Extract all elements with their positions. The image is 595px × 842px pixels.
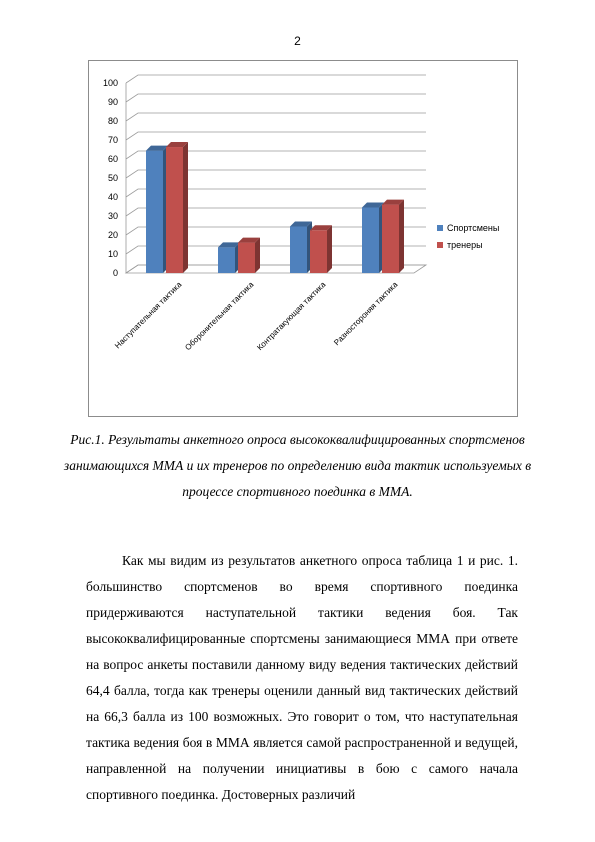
category-label: Контратакующая тактика — [255, 280, 328, 353]
legend-label: тренеры — [447, 240, 483, 250]
y-tick-label: 40 — [107, 192, 118, 202]
page-number: 2 — [294, 34, 301, 48]
y-tick-label: 0 — [112, 268, 118, 278]
body-text — [86, 548, 518, 808]
bar-side — [399, 200, 404, 273]
y-tick-label: 70 — [107, 135, 118, 145]
y-tick-label: 50 — [107, 173, 118, 183]
bar — [382, 205, 399, 273]
category-label: Оборонительная тактика — [183, 280, 256, 353]
gridline — [126, 132, 426, 140]
y-tick-label: 30 — [107, 211, 118, 221]
gridline — [126, 113, 426, 121]
y-tick-label: 20 — [107, 230, 118, 240]
bar — [166, 147, 183, 273]
y-tick-label: 10 — [107, 249, 118, 259]
gridline — [126, 94, 426, 102]
y-tick-label: 60 — [107, 154, 118, 164]
category-label: Наступательная тактика — [113, 280, 184, 351]
bar — [290, 226, 307, 273]
bar — [310, 230, 327, 273]
bar-side — [255, 238, 260, 273]
gridline — [126, 75, 426, 83]
bar — [238, 243, 255, 273]
bar — [218, 247, 235, 273]
y-tick-label: 90 — [107, 97, 118, 107]
bar-side — [327, 225, 332, 273]
bar — [362, 207, 379, 273]
bar — [146, 151, 163, 273]
legend-swatch — [437, 242, 443, 248]
legend-label: Спортсмены — [447, 223, 500, 233]
figure-caption: Рис.1. Результаты анкетного опроса высококвалифицированных спортсменов занимающихся ММА и их тренеров по определению вида тактик используемых в процессе спортивного поединка в ММА. — [63, 432, 532, 499]
bar-side — [183, 142, 188, 273]
legend-swatch — [437, 225, 443, 231]
body-paragraph: Как мы видим из результатов анкетного опроса таблица 1 и рис. 1. большинство спортсменов во время спортивного поединка придерживаются наступательной тактики ведения боя. Так высококвалифицированные спортсмены занимающиеся ММА при ответе на вопрос анкеты поставили данному виду ведения тактических действий 64,4 балла, тогда как тренеры оценили данный вид тактических действий на 66,3 балла из 100 возможных. Это говорит о том, что наступательная тактика ведения боя в ММА является самой распространенной и ведущей, направленной на получении инициативы в бою с самого начала спортивного поединка. Достоверных различий — [86, 553, 518, 802]
category-label: Разностороняя тактика — [332, 280, 400, 348]
chart-canvas — [89, 61, 519, 418]
y-tick-label: 100 — [102, 78, 118, 88]
y-tick-label: 80 — [107, 116, 118, 126]
bar-chart — [88, 60, 518, 417]
